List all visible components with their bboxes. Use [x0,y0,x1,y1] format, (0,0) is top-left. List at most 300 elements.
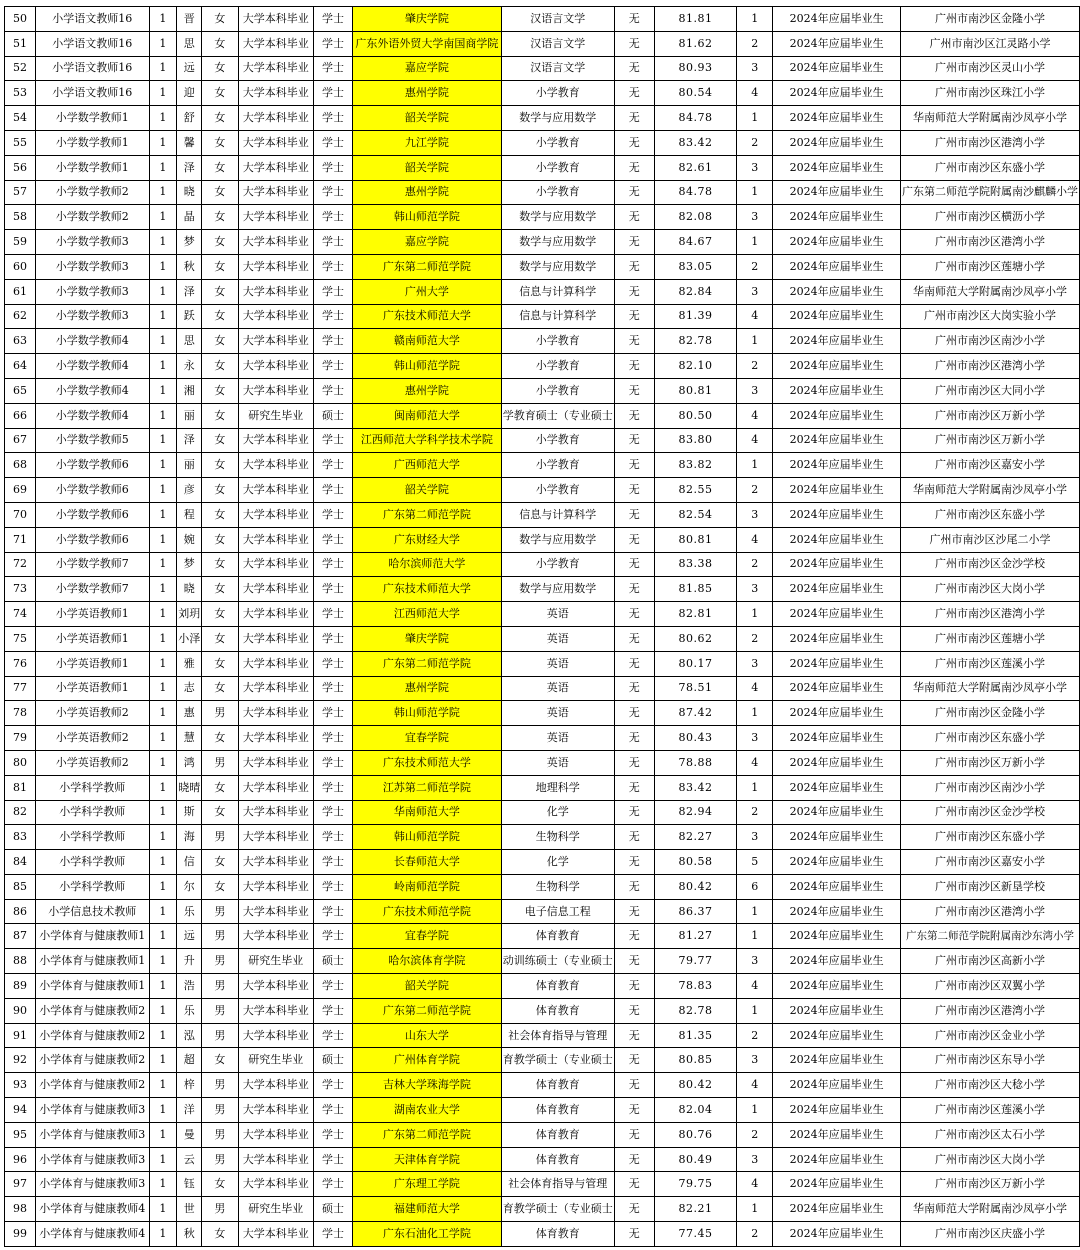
education-cell: 大学本科毕业 [238,924,314,949]
quota-cell: 1 [149,800,177,825]
quota-cell: 1 [149,205,177,230]
row-number-cell: 88 [5,949,36,974]
other-cell: 无 [614,502,654,527]
candidate-type-cell: 2024年应届毕业生 [773,7,901,32]
rank-cell: 1 [737,701,773,726]
score-cell: 81.39 [654,304,737,329]
table-row [5,428,1080,453]
education-cell: 大学本科毕业 [238,602,314,627]
education-cell: 研究生毕业 [238,949,314,974]
rank-cell: 1 [737,1197,773,1222]
score-cell: 81.62 [654,31,737,56]
school-cell: 广州市南沙区珠江小学 [900,81,1079,106]
rank-cell: 5 [737,850,773,875]
other-cell: 无 [614,254,654,279]
rank-cell: 4 [737,304,773,329]
school-cell: 广州市南沙区太石小学 [900,1122,1079,1147]
school-cell: 广州市南沙区新垦学校 [900,874,1079,899]
rank-cell: 4 [737,428,773,453]
degree-cell: 学士 [314,31,353,56]
position-cell: 小学语文教师16 [35,31,149,56]
other-cell: 无 [614,602,654,627]
position-cell: 小学数学教师4 [35,329,149,354]
score-cell: 82.94 [654,800,737,825]
school-cell: 广州市南沙区金沙学校 [900,552,1079,577]
other-cell: 无 [614,354,654,379]
score-cell: 80.54 [654,81,737,106]
gender-cell: 女 [202,403,238,428]
quota-cell: 1 [149,850,177,875]
name-cell: 晓 [177,577,202,602]
university-cell: 哈尔滨师范大学 [352,552,501,577]
rank-cell: 2 [737,1023,773,1048]
degree-cell: 学士 [314,1122,353,1147]
table-row [5,230,1080,255]
position-cell: 小学数学教师6 [35,502,149,527]
other-cell: 无 [614,7,654,32]
school-cell: 广州市南沙区万新小学 [900,428,1079,453]
other-cell: 无 [614,775,654,800]
table-row [5,874,1080,899]
major-cell: 小学教育 [501,428,614,453]
university-cell: 韩山师范学院 [352,205,501,230]
degree-cell: 学士 [314,7,353,32]
rank-cell: 1 [737,1098,773,1123]
rank-cell: 3 [737,1048,773,1073]
university-cell: 江西师范大学科学技术学院 [352,428,501,453]
rank-cell: 1 [737,453,773,478]
score-cell: 80.42 [654,874,737,899]
gender-cell: 女 [202,1048,238,1073]
row-number-cell: 72 [5,552,36,577]
gender-cell: 女 [202,7,238,32]
candidate-type-cell: 2024年应届毕业生 [773,155,901,180]
name-cell: 梓 [177,1073,202,1098]
position-cell: 小学体育与健康教师2 [35,1048,149,1073]
education-cell: 大学本科毕业 [238,527,314,552]
score-cell: 78.88 [654,750,737,775]
major-cell: 社会体育指导与管理 [501,1023,614,1048]
score-cell: 82.21 [654,1197,737,1222]
university-cell: 广东技术师范学院 [352,899,501,924]
row-number-cell: 57 [5,180,36,205]
university-cell: 福建师范大学 [352,1197,501,1222]
university-cell: 惠州学院 [352,378,501,403]
score-cell: 84.78 [654,180,737,205]
row-number-cell: 83 [5,825,36,850]
major-cell: 化学 [501,850,614,875]
degree-cell: 学士 [314,1098,353,1123]
candidate-type-cell: 2024年应届毕业生 [773,428,901,453]
row-number-cell: 73 [5,577,36,602]
row-number-cell: 93 [5,1073,36,1098]
rank-cell: 2 [737,552,773,577]
other-cell: 无 [614,676,654,701]
candidate-type-cell: 2024年应届毕业生 [773,1122,901,1147]
rank-cell: 2 [737,354,773,379]
gender-cell: 男 [202,1073,238,1098]
gender-cell: 男 [202,750,238,775]
row-number-cell: 64 [5,354,36,379]
table-row [5,155,1080,180]
education-cell: 大学本科毕业 [238,701,314,726]
position-cell: 小学体育与健康教师3 [35,1122,149,1147]
position-cell: 小学体育与健康教师2 [35,998,149,1023]
university-cell: 赣南师范大学 [352,329,501,354]
row-number-cell: 74 [5,602,36,627]
quota-cell: 1 [149,279,177,304]
table-row [5,254,1080,279]
position-cell: 小学体育与健康教师2 [35,1073,149,1098]
row-number-cell: 61 [5,279,36,304]
education-cell: 大学本科毕业 [238,1073,314,1098]
degree-cell: 学士 [314,552,353,577]
major-cell: 生物科学 [501,874,614,899]
university-cell: 韩山师范学院 [352,825,501,850]
other-cell: 无 [614,205,654,230]
name-cell: 世 [177,1197,202,1222]
candidate-type-cell: 2024年应届毕业生 [773,775,901,800]
education-cell: 大学本科毕业 [238,279,314,304]
position-cell: 小学体育与健康教师1 [35,974,149,999]
school-cell: 广州市南沙区港湾小学 [900,602,1079,627]
table-row [5,56,1080,81]
university-cell: 广东外语外贸大学南国商学院 [352,31,501,56]
row-number-cell: 87 [5,924,36,949]
candidate-type-cell: 2024年应届毕业生 [773,130,901,155]
gender-cell: 女 [202,56,238,81]
other-cell: 无 [614,428,654,453]
major-cell: 社会体育指导与管理 [501,1172,614,1197]
major-cell: 小学教育 [501,378,614,403]
quota-cell: 1 [149,155,177,180]
major-cell: 体育教育 [501,924,614,949]
row-number-cell: 79 [5,726,36,751]
quota-cell: 1 [149,304,177,329]
table-row [5,527,1080,552]
score-cell: 78.51 [654,676,737,701]
position-cell: 小学体育与健康教师4 [35,1197,149,1222]
position-cell: 小学科学教师 [35,825,149,850]
major-cell: 数学与应用数学 [501,230,614,255]
other-cell: 无 [614,577,654,602]
position-cell: 小学数学教师3 [35,304,149,329]
gender-cell: 女 [202,31,238,56]
position-cell: 小学科学教师 [35,775,149,800]
school-cell: 广州市南沙区双翼小学 [900,974,1079,999]
major-cell: 英语 [501,750,614,775]
education-cell: 大学本科毕业 [238,825,314,850]
position-cell: 小学英语教师1 [35,676,149,701]
major-cell: 学教育硕士（专业硕士 [501,403,614,428]
table-row [5,850,1080,875]
candidate-type-cell: 2024年应届毕业生 [773,552,901,577]
name-cell: 慧 [177,726,202,751]
school-cell: 广州市南沙区金业小学 [900,1023,1079,1048]
degree-cell: 学士 [314,651,353,676]
name-cell: 志 [177,676,202,701]
major-cell: 信息与计算科学 [501,502,614,527]
name-cell: 程 [177,502,202,527]
degree-cell: 学士 [314,106,353,131]
score-cell: 80.76 [654,1122,737,1147]
education-cell: 大学本科毕业 [238,1147,314,1172]
gender-cell: 女 [202,1172,238,1197]
university-cell: 广东第二师范学院 [352,998,501,1023]
quota-cell: 1 [149,1048,177,1073]
row-number-cell: 54 [5,106,36,131]
candidate-type-cell: 2024年应届毕业生 [773,1048,901,1073]
degree-cell: 硕士 [314,1197,353,1222]
candidate-type-cell: 2024年应届毕业生 [773,602,901,627]
university-cell: 韩山师范学院 [352,354,501,379]
rank-cell: 3 [737,726,773,751]
major-cell: 动训练硕士（专业硕士 [501,949,614,974]
row-number-cell: 76 [5,651,36,676]
row-number-cell: 92 [5,1048,36,1073]
table-row [5,403,1080,428]
candidate-type-cell: 2024年应届毕业生 [773,1147,901,1172]
other-cell: 无 [614,31,654,56]
score-cell: 77.45 [654,1222,737,1247]
row-number-cell: 70 [5,502,36,527]
score-cell: 80.85 [654,1048,737,1073]
rank-cell: 4 [737,750,773,775]
rank-cell: 1 [737,899,773,924]
degree-cell: 学士 [314,527,353,552]
name-cell: 晶 [177,205,202,230]
university-cell: 哈尔滨体育学院 [352,949,501,974]
school-cell: 广州市南沙区东盛小学 [900,502,1079,527]
education-cell: 大学本科毕业 [238,205,314,230]
university-cell: 嘉应学院 [352,56,501,81]
score-cell: 83.38 [654,552,737,577]
name-cell: 馨 [177,130,202,155]
candidate-type-cell: 2024年应届毕业生 [773,230,901,255]
candidate-type-cell: 2024年应届毕业生 [773,800,901,825]
other-cell: 无 [614,1098,654,1123]
score-cell: 80.43 [654,726,737,751]
degree-cell: 硕士 [314,1048,353,1073]
candidate-type-cell: 2024年应届毕业生 [773,354,901,379]
table-row [5,304,1080,329]
quota-cell: 1 [149,775,177,800]
position-cell: 小学英语教师1 [35,602,149,627]
table-row [5,205,1080,230]
name-cell: 惠 [177,701,202,726]
table-row [5,7,1080,32]
university-cell: 肇庆学院 [352,626,501,651]
row-number-cell: 66 [5,403,36,428]
row-number-cell: 82 [5,800,36,825]
table-row [5,949,1080,974]
other-cell: 无 [614,750,654,775]
candidate-type-cell: 2024年应届毕业生 [773,279,901,304]
quota-cell: 1 [149,750,177,775]
gender-cell: 女 [202,230,238,255]
position-cell: 小学英语教师1 [35,626,149,651]
quota-cell: 1 [149,180,177,205]
degree-cell: 硕士 [314,403,353,428]
education-cell: 大学本科毕业 [238,998,314,1023]
gender-cell: 女 [202,453,238,478]
degree-cell: 学士 [314,974,353,999]
university-cell: 湖南农业大学 [352,1098,501,1123]
school-cell: 广州市南沙区金沙学校 [900,800,1079,825]
quota-cell: 1 [149,602,177,627]
quota-cell: 1 [149,453,177,478]
table-row [5,726,1080,751]
candidate-type-cell: 2024年应届毕业生 [773,1073,901,1098]
quota-cell: 1 [149,626,177,651]
candidate-type-cell: 2024年应届毕业生 [773,701,901,726]
other-cell: 无 [614,304,654,329]
position-cell: 小学数学教师7 [35,577,149,602]
university-cell: 宜春学院 [352,924,501,949]
score-cell: 81.85 [654,577,737,602]
gender-cell: 男 [202,949,238,974]
education-cell: 大学本科毕业 [238,155,314,180]
quota-cell: 1 [149,7,177,32]
rank-cell: 1 [737,7,773,32]
major-cell: 英语 [501,651,614,676]
quota-cell: 1 [149,676,177,701]
name-cell: 尔 [177,874,202,899]
rank-cell: 3 [737,651,773,676]
candidate-type-cell: 2024年应届毕业生 [773,453,901,478]
score-cell: 84.67 [654,230,737,255]
quota-cell: 1 [149,726,177,751]
quota-cell: 1 [149,1147,177,1172]
position-cell: 小学语文教师16 [35,7,149,32]
major-cell: 汉语言文学 [501,56,614,81]
gender-cell: 女 [202,626,238,651]
school-cell: 广州市南沙区嘉安小学 [900,850,1079,875]
university-cell: 山东大学 [352,1023,501,1048]
degree-cell: 学士 [314,850,353,875]
school-cell: 广州市南沙区莲塘小学 [900,254,1079,279]
row-number-cell: 90 [5,998,36,1023]
degree-cell: 学士 [314,56,353,81]
position-cell: 小学英语教师2 [35,750,149,775]
degree-cell: 学士 [314,726,353,751]
score-cell: 82.78 [654,998,737,1023]
gender-cell: 男 [202,1098,238,1123]
major-cell: 化学 [501,800,614,825]
school-cell: 广州市南沙区东盛小学 [900,726,1079,751]
position-cell: 小学科学教师 [35,800,149,825]
row-number-cell: 58 [5,205,36,230]
quota-cell: 1 [149,1197,177,1222]
gender-cell: 男 [202,1122,238,1147]
position-cell: 小学数学教师7 [35,552,149,577]
quota-cell: 1 [149,254,177,279]
candidate-type-cell: 2024年应届毕业生 [773,527,901,552]
degree-cell: 学士 [314,378,353,403]
degree-cell: 学士 [314,899,353,924]
row-number-cell: 78 [5,701,36,726]
major-cell: 数学与应用数学 [501,254,614,279]
major-cell: 体育教育 [501,998,614,1023]
quota-cell: 1 [149,974,177,999]
row-number-cell: 81 [5,775,36,800]
quota-cell: 1 [149,130,177,155]
quota-cell: 1 [149,478,177,503]
education-cell: 大学本科毕业 [238,874,314,899]
quota-cell: 1 [149,378,177,403]
name-cell: 晋 [177,7,202,32]
degree-cell: 学士 [314,1172,353,1197]
degree-cell: 学士 [314,676,353,701]
name-cell: 远 [177,56,202,81]
major-cell: 汉语言文学 [501,7,614,32]
rank-cell: 3 [737,949,773,974]
position-cell: 小学数学教师6 [35,453,149,478]
table-row [5,825,1080,850]
table-row [5,478,1080,503]
gender-cell: 男 [202,998,238,1023]
gender-cell: 女 [202,775,238,800]
quota-cell: 1 [149,1222,177,1247]
university-cell: 广东第二师范学院 [352,1122,501,1147]
gender-cell: 女 [202,676,238,701]
degree-cell: 学士 [314,701,353,726]
row-number-cell: 71 [5,527,36,552]
quota-cell: 1 [149,1023,177,1048]
name-cell: 泽 [177,155,202,180]
row-number-cell: 84 [5,850,36,875]
position-cell: 小学数学教师3 [35,254,149,279]
quota-cell: 1 [149,1122,177,1147]
table-row [5,998,1080,1023]
quota-cell: 1 [149,428,177,453]
major-cell: 体育教育 [501,1147,614,1172]
position-cell: 小学数学教师1 [35,106,149,131]
candidate-type-cell: 2024年应届毕业生 [773,899,901,924]
rank-cell: 1 [737,230,773,255]
rank-cell: 4 [737,974,773,999]
rank-cell: 4 [737,81,773,106]
degree-cell: 学士 [314,180,353,205]
university-cell: 吉林大学珠海学院 [352,1073,501,1098]
candidate-type-cell: 2024年应届毕业生 [773,31,901,56]
row-number-cell: 68 [5,453,36,478]
name-cell: 信 [177,850,202,875]
university-cell: 广东第二师范学院 [352,502,501,527]
other-cell: 无 [614,825,654,850]
other-cell: 无 [614,329,654,354]
rank-cell: 1 [737,106,773,131]
gender-cell: 男 [202,974,238,999]
education-cell: 大学本科毕业 [238,502,314,527]
other-cell: 无 [614,1023,654,1048]
gender-cell: 男 [202,899,238,924]
major-cell: 英语 [501,701,614,726]
degree-cell: 学士 [314,626,353,651]
other-cell: 无 [614,701,654,726]
name-cell: 秋 [177,254,202,279]
candidate-type-cell: 2024年应届毕业生 [773,304,901,329]
table-row [5,1023,1080,1048]
candidate-type-cell: 2024年应届毕业生 [773,1023,901,1048]
quota-cell: 1 [149,106,177,131]
other-cell: 无 [614,403,654,428]
gender-cell: 女 [202,279,238,304]
gender-cell: 男 [202,1023,238,1048]
degree-cell: 学士 [314,577,353,602]
position-cell: 小学数学教师1 [35,155,149,180]
rank-cell: 4 [737,676,773,701]
